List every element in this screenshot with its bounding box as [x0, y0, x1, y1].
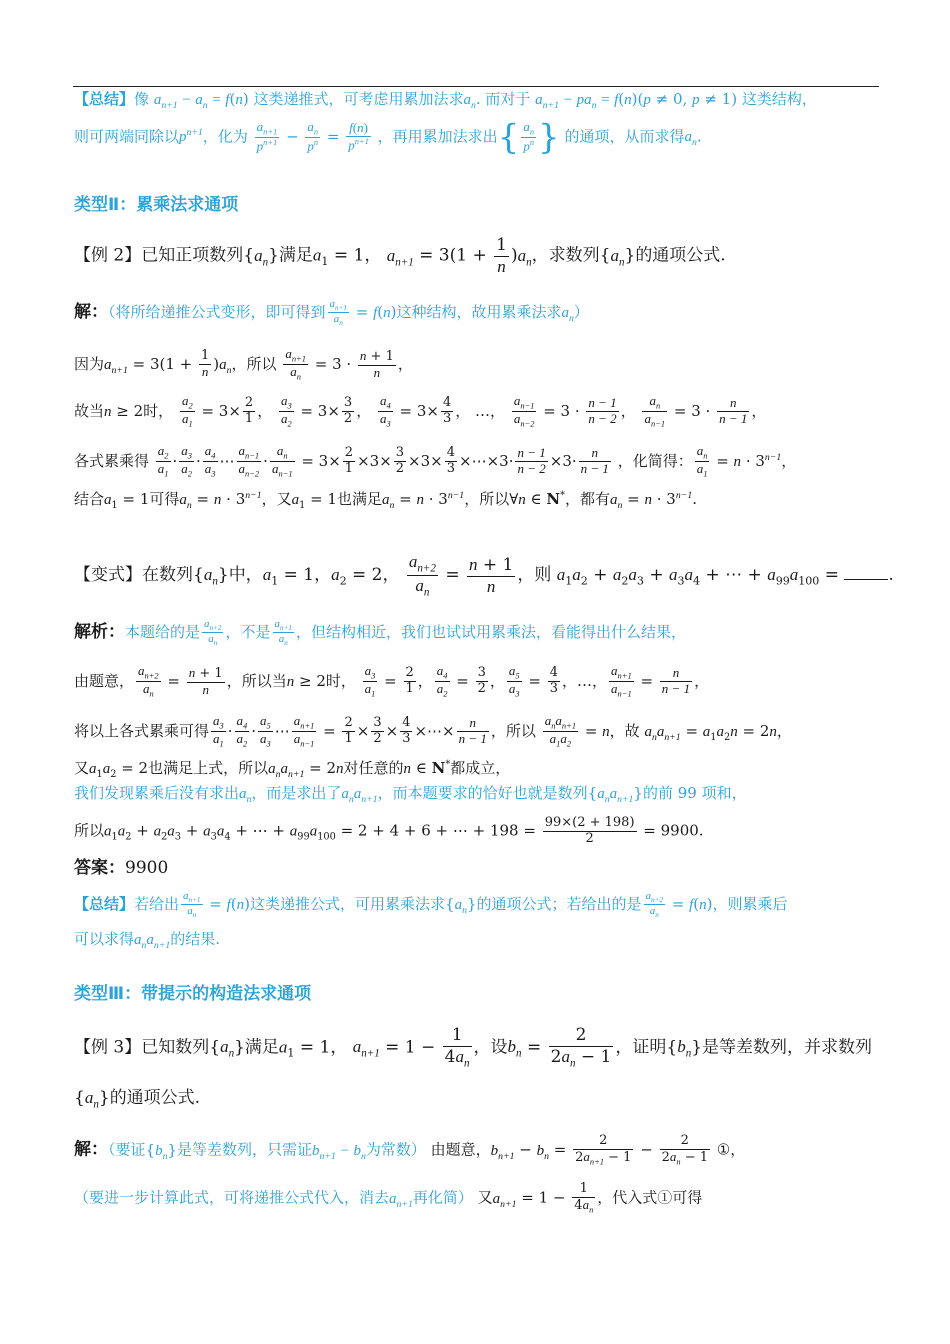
example3-line2: $\{a_n\}$的通项公式.: [74, 1088, 201, 1111]
summary1-line1: 【总结】像 $a_{n+1} - a_n = f(n)$ 这类递推式，可考虑用累加法求$a_n$. 而对于 $a_{n+1} - pa_n = f(n)(p \ne 0$, p ≠ 1) 这类结构，: [74, 90, 817, 111]
sol3-line1: 解：（要证$\{b_n\}$是等差数列，只需证$b_{n+1} - b_n$为常数） 由题意，$b_{n+1} - b_n$ = $\frac{2}{2a_{n+1} - 1}$ − $\frac{2}{2a_n - 1}$ ①，: [74, 1133, 746, 1167]
summary1-tag: 【总结】: [74, 90, 135, 108]
answer-value: 9900: [125, 858, 169, 878]
section2-title: 类型Ⅱ：累乘法求通项: [74, 195, 239, 215]
sol2-hint: 解：（将所给递推公式变形，即可得到 $\frac{a_{n+1}}{a_n}$ = f(n)这种结构，故用累乘法求$a_n$）: [74, 298, 589, 328]
summary2-line1: 【总结】若给出 $\frac{a_{n+1}}{a_n}$ = f(n)这类递推公式，可用累乘法求$\{a_n\}$的通项公式；若给出的是 $\frac{a_{n+2}}{a_n}$ = f(n)，则累乘后: [74, 890, 788, 920]
ana-line5: 所以$a_1a_2 + a_2a_3 + a_3a_4$ + ⋯ + $a_{99}a_{100} = 2 + 4 + 6$ + ⋯ + 198 = $\frac{99\times(2 + 198)}{2}$ = 9900.: [74, 815, 704, 846]
sol2-line1: 因为$a_{n+1} = 3(1$ + $\frac{1}{n}$ )$a_n$，所以 $\frac{a_{n+1}}{a_n}$ = 3 · $\frac{n + 1}{n}$ ，: [74, 346, 413, 382]
answer-line: 答案：9900: [74, 858, 169, 878]
variant-line: 【变式】在数列$\{a_n\}$中，$a_1 = 1$，$a_2 = 2$， $\frac{a_{n+2}}{a_n}$ = $\frac{n + 1}{n}$ ，则 $a_1a_2 + a_2a_3 + a_3a_4$ + ⋯ + $a_{99}a_{100}$ = .: [74, 552, 894, 599]
section3-title: 类型Ⅲ：带提示的构造法求通项: [74, 984, 312, 1004]
summary2-line2: 可以求得$a_na_{n+1}$的结果.: [74, 930, 221, 951]
top-rule: [73, 86, 879, 87]
ana-line4: 我们发现累乘后没有求出$a_n$，而是求出了$a_na_{n+1}$，而本题要求的恰好也就是数列$\{a_na_{n+1}\}$的前 99 项和，: [74, 784, 747, 805]
ana-line3: 又$a_1a_2 = 2$也满足上式，所以$a_na_{n+1} = 2n$对任意的n ∈ N*都成立，: [74, 759, 511, 780]
answer-blank: [844, 565, 888, 580]
summary1-line2: 则可两端同除以$p^{n+1}$，化为 $\frac{a_{n+1}}{p^{n+1}}$ − $\frac{a_n}{p^n}$ = $\frac{f(n)}{p^{n+1}}$ ，再用累加法求出{ $\frac{a_n}{p^n}$ } 的通项，从而求得$a_n$.: [74, 117, 702, 158]
example2-line: 【例 2】已知正项数列$\{a_n\}$满足$a_1 = 1$， $a_{n+1} = 3(1$ + $\frac{1}{n}$ )$a_n$，求数列$\{a_n\}$的通项公式.: [74, 235, 726, 276]
ana-hint: 解析：本题给的是 $\frac{a_{n+2}}{a_n}$ ，不是 $\frac{a_{n+1}}{a_n}$ ，但结构相近，我们也试试用累乘法，看能得出什么结果，: [74, 618, 686, 648]
ana-line2: 将以上各式累乘可得 $\frac{a_3}{a_1}$ · $\frac{a_4}{a_2}$ · $\frac{a_5}{a_3}$ ⋯ $\frac{a_{n+1}}{a_{n-1}}$ = $\frac{2}{1}$ × $\frac{3}{2}$ × $\frac{4}{3}$ ×⋯× $\frac{n}{n - 1}$ ，所以 $a_na_{n+1}$ $a_1a_2$ = n，故 $a_na_{n+1} = a_1a_2n = 2n$，: [74, 713, 792, 749]
sol2-line3: 各式累乘得 $\frac{a_2}{a_1}$ · $\frac{a_3}{a_2}$ · $\frac{a_4}{a_3}$ ⋯ $\frac{a_{n-1}}{a_{n-2}}$ · $\frac{a_n}{a_{n-1}}$ = 3× $\frac{2}{1}$ ×3× $\frac{3}{2}$ ×3× $\frac{4}{3}$ ×⋯×3· $\frac{n - 1}{n - 2}$ ×3· $\frac{n}{n - 1}$ ，化简得： $\frac{a_n}{a_1}$ = $n \cdot 3^{n-1}$，: [74, 443, 797, 479]
ana-line1: 由题意， $\frac{a_{n+2}}{a_n}$ = $\frac{n + 1}{n}$ ，所以当n ≥ 2时， $\frac{a_3}{a_1}$ = $\frac{2}{1}$ ， $\frac{a_4}{a_2}$ = $\frac{3}{2}$ ， $\frac{a_5}{a_3}$ = $\frac{4}{3}$ ，…， $\frac{a_{n+1}}{a_{n-1}}$ = $\frac{n}{n - 1}$ ，: [74, 663, 710, 699]
example3-line1: 【例 3】已知数列$\{a_n\}$满足$a_1 = 1$， $a_{n+1} = 1$ − $\frac{1}{4a_n}$ ，设$b_n$ = $\frac{2}{2a_n - 1}$ ，证明$\{b_n\}$是等差数列，并求数列: [74, 1025, 873, 1069]
sol3-line2: （要进一步计算此式，可将递推公式代入，消去$a_{n+1}$再化简） 又$a_{n+1} = 1$ − $\frac{1}{4a_n}$ ，代入式①可得: [74, 1181, 703, 1215]
sol2-line2: 故当n ≥ 2时， $\frac{a_2}{a_1}$ = 3× $\frac{2}{1}$ ， $\frac{a_3}{a_2}$ = 3× $\frac{3}{2}$ ， $\frac{a_4}{a_3}$ = 3× $\frac{4}{3}$ ， …， $\frac{a_{n-1}}{a_{n-2}}$ = 3 · $\frac{n - 1}{n - 2}$ ， $\frac{a_n}{a_{n-1}}$ = 3 · $\frac{n}{n - 1}$ ，: [74, 393, 767, 429]
sol2-line4: 结合$a_1 = 1$可得$a_n = n \cdot 3^{n-1}$，又$a_1 = 1$也满足$a_n = n \cdot 3^{n-1}$，所以∀n ∈ N*，都有$a_n = n \cdot 3^{n-1}$.: [74, 490, 697, 511]
